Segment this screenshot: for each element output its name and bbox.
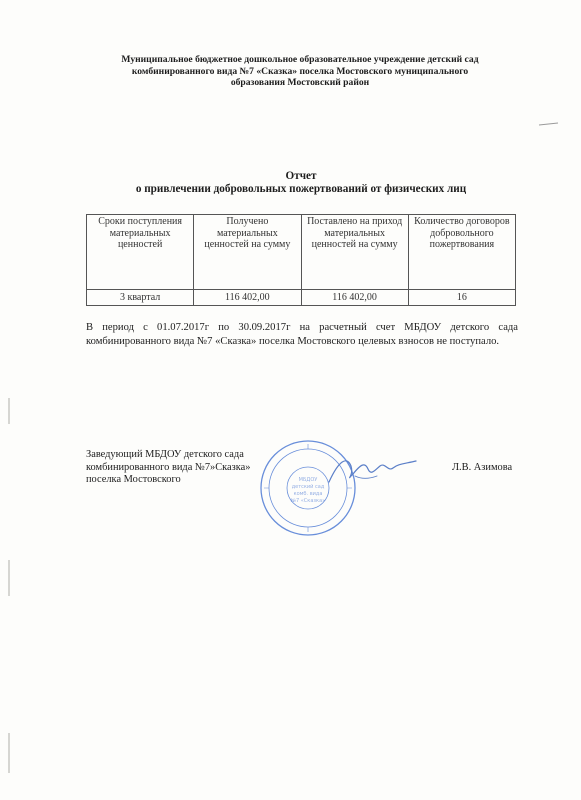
scan-smudge-mark	[538, 122, 560, 126]
scan-edge-artifact	[8, 560, 10, 596]
signatory-role-line: комбинированного вида №7»Сказка»	[86, 461, 251, 473]
stamp-text: детский сад	[291, 484, 325, 490]
signatory-role-line: поселка Мостовского	[86, 474, 181, 485]
report-title-subtitle: о привлечении добровольных пожертвований от физических лиц	[135, 183, 467, 195]
column-header: Количество договоров добровольного пожертвования	[408, 215, 515, 290]
stamp-text: комб. вида	[293, 491, 323, 497]
table-header-row	[87, 215, 516, 290]
report-paragraph: В период с 01.07.2017г по 30.09.2017г на расчетный счет МБДОУ детского сада комбинированного вида №7 «Сказка» поселка Мостовского целевых взносов не поступало.	[86, 322, 518, 347]
signatory-name: Л.В. Азимова	[452, 462, 513, 473]
table-cell-posted: 116 402,00	[301, 290, 408, 306]
stamp-text: МБДОУ	[298, 477, 318, 483]
column-header: Поставлено на приход материальных ценностей на сумму	[301, 215, 408, 290]
table-row	[87, 290, 516, 306]
handwritten-signature	[325, 452, 420, 488]
header-line: образования Мостовский район	[230, 77, 370, 88]
donations-table	[86, 214, 516, 306]
scan-edge-artifact	[8, 398, 10, 424]
scan-edge-artifact	[8, 733, 10, 773]
table-cell-contracts: 16	[408, 290, 515, 306]
report-title	[86, 170, 516, 196]
organization-header	[80, 54, 520, 89]
stamp-text: №7 «Сказка»	[290, 498, 326, 504]
header-line: Муниципальное бюджетное дошкольное образовательное учреждение детский сад	[121, 54, 479, 65]
report-title-main: Отчет	[285, 170, 317, 182]
column-header: Сроки поступления материальных ценностей	[87, 215, 194, 290]
header-line: комбинированного вида №7 «Сказка» поселка Мостовского муниципального	[131, 65, 469, 77]
signatory-role-line: Заведующий МБДОУ детского сада	[86, 449, 244, 460]
column-header: Получено материальных ценностей на сумму	[194, 215, 301, 290]
table-cell-period: 3 квартал	[87, 290, 194, 306]
table-cell-received: 116 402,00	[194, 290, 301, 306]
